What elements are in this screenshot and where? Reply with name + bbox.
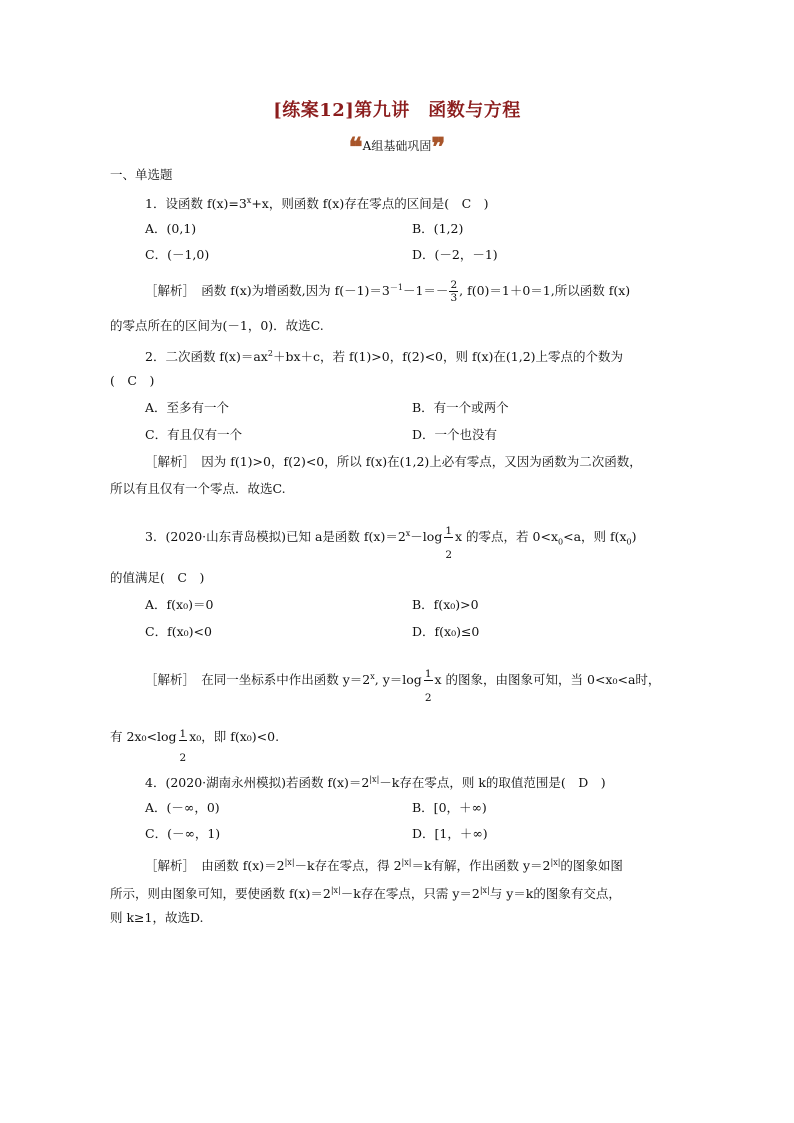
q3-option-b: B．f(x₀)>0 bbox=[412, 597, 479, 612]
q1-stem: 1．设函数 $f(x)=3^x+x$，则函数 f(x)存在零点的区间是( C ) bbox=[145, 196, 489, 212]
q3-analysis: ［解析］ 在同一坐标系中作出函数 $y=2^x$, y＝log $\frac{1}{2}$ x 的图象，由图象可知，当 0<x₀<a时， bbox=[145, 668, 661, 704]
q4-option-c: C．(－∞，1) bbox=[145, 826, 221, 841]
q3-analysis-cont: 有 2x₀<log $\frac{1}{2}$ x₀，即 f(x₀)<0. bbox=[110, 728, 280, 764]
q3-option-d: D．f(x₀)≤0 bbox=[412, 624, 480, 639]
q2-stem: 2．二次函数 $f(x)=ax^2+bx+c$，若 f(1)>0，f(2)<0，则 f(x)在(1,2)上零点的个数为 bbox=[145, 349, 624, 365]
q4-analysis-end: 则 k≥1，故选D. bbox=[110, 910, 204, 925]
log-base-fraction: $\frac{1}{2}$ bbox=[424, 668, 432, 704]
q2-option-c: C．有且仅有一个 bbox=[145, 427, 243, 442]
q1-option-a: A．(0,1) bbox=[145, 221, 197, 236]
close-quote-icon: ❞ bbox=[431, 133, 446, 163]
q4-analysis-cont: 所示，则由图象可知，要使函数 $f(x)=2^{|x|}-k$存在零点，只需 $y=2^{|x|}$与 y＝k的图象有交点， bbox=[110, 886, 621, 902]
q4-option-b: B．[0，＋∞) bbox=[412, 800, 487, 815]
q3-stem: 3．(2020·山东青岛模拟)已知 a是函数 $f(x)=2^x-\log$ $\frac{1}{2}$ x 的零点，若 $0<x_0<a$，则 $f(x_0)$ bbox=[145, 525, 637, 561]
group-label: A组基础巩固 bbox=[362, 139, 432, 153]
q2-stem-cont: ( C ) bbox=[110, 373, 155, 388]
q1-analysis: ［解析］ 函数 f(x)为增函数,因为 $f(-1)=3^{-1}-1=-$ $\frac{2}{3}$ , f(0)＝1＋0＝1,所以函数 f(x) bbox=[145, 279, 631, 304]
q2-analysis-cont: 所以有且仅有一个零点．故选C. bbox=[110, 481, 286, 496]
fraction: $\frac{2}{3}$ bbox=[450, 279, 458, 304]
q4-analysis: ［解析］ 由函数 $f(x)=2^{|x|}-k$存在零点，得 $2^{|x|}=k$有解，作出函数 $y=2^{|x|}$的图象如图 bbox=[145, 858, 623, 874]
q1-option-c: C．(－1,0) bbox=[145, 247, 210, 262]
q4-option-d: D．[1，＋∞) bbox=[412, 826, 488, 841]
group-heading bbox=[0, 133, 794, 163]
q1-option-d: D．(－2，－1) bbox=[412, 247, 498, 262]
q2-option-a: A．至多有一个 bbox=[145, 400, 230, 415]
log-base-fraction: $\frac{1}{2}$ bbox=[179, 728, 187, 764]
q4-option-a: A．(－∞，0) bbox=[145, 800, 220, 815]
page-title: [练案12]第九讲 函数与方程 bbox=[273, 100, 521, 121]
q3-stem-cont: 的值满足( C ) bbox=[110, 570, 205, 585]
log-base-fraction: $\frac{1}{2}$ bbox=[445, 525, 453, 561]
q2-analysis: ［解析］ 因为 f(1)>0，f(2)<0，所以 f(x)在(1,2)上必有零点，又因为函数为二次函数， bbox=[145, 454, 642, 469]
open-quote-icon: ❝ bbox=[348, 133, 363, 163]
q2-option-b: B．有一个或两个 bbox=[412, 400, 509, 415]
section-heading: 一、单选题 bbox=[110, 167, 173, 182]
q4-stem: 4．(2020·湖南永州模拟)若函数 $f(x)=2^{|x|}-k$存在零点，则 k的取值范围是( D ) bbox=[145, 775, 606, 791]
q3-option-a: A．f(x₀)＝0 bbox=[145, 597, 214, 612]
q1-option-b: B．(1,2) bbox=[412, 221, 464, 236]
q1-analysis-cont: 的零点所在的区间为(－1，0)．故选C. bbox=[110, 318, 324, 333]
q2-option-d: D．一个也没有 bbox=[412, 427, 498, 442]
q3-option-c: C．f(x₀)<0 bbox=[145, 624, 212, 639]
